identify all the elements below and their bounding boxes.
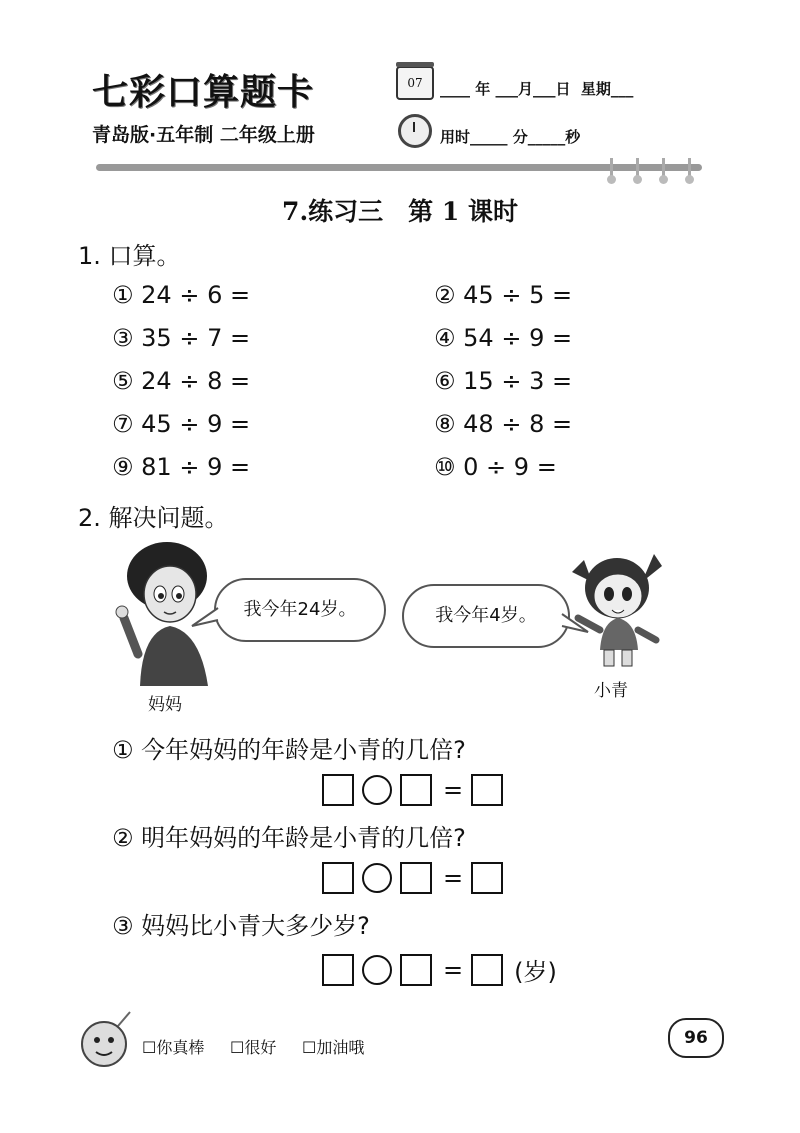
equals-sign: = <box>443 864 464 892</box>
operator-circle[interactable] <box>362 775 392 805</box>
rating-label: 你真棒 <box>156 1038 205 1057</box>
clock-icon <box>398 114 432 148</box>
item-number: ⑤ <box>112 367 134 395</box>
section1-title: 1. 口算。 <box>78 242 181 270</box>
result-box[interactable] <box>471 954 503 986</box>
item-number: ⑨ <box>112 453 134 481</box>
item-expression: 24 ÷ 8 = <box>141 367 251 395</box>
item-expression: 0 ÷ 9 = <box>463 453 557 481</box>
question-2: ② 明年妈妈的年龄是小青的几倍? <box>112 824 466 852</box>
item-expression: 48 ÷ 8 = <box>463 410 573 438</box>
pin-decoration <box>688 158 691 180</box>
item-number: ⑦ <box>112 410 134 438</box>
item-expression: 45 ÷ 5 = <box>463 281 573 309</box>
calc-item[interactable] <box>112 367 250 395</box>
rating-label: 加油哦 <box>316 1038 365 1057</box>
item-expression: 35 ÷ 7 = <box>141 324 251 352</box>
item-number: ① <box>112 281 134 309</box>
rating-label: 很好 <box>244 1038 277 1057</box>
question-1: ① 今年妈妈的年龄是小青的几倍? <box>112 736 466 764</box>
girl-label: 小青 <box>594 681 628 701</box>
page-number: 96 <box>668 1018 724 1058</box>
mom-label: 妈妈 <box>148 695 182 715</box>
lesson-title: 7.练习三 第 1 课时 <box>282 197 518 226</box>
equals-sign: = <box>443 776 464 804</box>
mascot-icon <box>74 1008 136 1074</box>
result-box[interactable] <box>471 862 503 894</box>
rating-option[interactable]: ☐加油哦 <box>302 1038 365 1057</box>
calc-item[interactable] <box>112 410 250 438</box>
time-used-line[interactable]: 用时_____ 分_____秒 <box>440 128 581 146</box>
item-number: ⑥ <box>434 367 456 395</box>
question-3: ③ 妈妈比小青大多少岁? <box>112 912 370 940</box>
item-expression: 81 ÷ 9 = <box>141 453 251 481</box>
rating-option[interactable]: ☐你真棒 <box>142 1038 205 1057</box>
calc-item[interactable] <box>434 281 572 309</box>
calc-item[interactable] <box>434 410 572 438</box>
unit-label: (岁) <box>514 958 557 986</box>
pin-decoration <box>610 158 613 180</box>
answer-box[interactable] <box>400 774 432 806</box>
edition-label: 青岛版·五年制 二年级上册 <box>92 124 315 146</box>
answer-row-3 <box>322 952 565 987</box>
equals-sign: = <box>443 955 464 984</box>
answer-box[interactable] <box>400 954 432 986</box>
item-expression: 24 ÷ 6 = <box>141 281 251 309</box>
item-number: ⑩ <box>434 453 456 481</box>
answer-box[interactable] <box>322 954 354 986</box>
pin-decoration <box>636 158 639 180</box>
item-number: ④ <box>434 324 456 352</box>
operator-circle[interactable] <box>362 955 392 985</box>
item-expression: 15 ÷ 3 = <box>463 367 573 395</box>
answer-box[interactable] <box>400 862 432 894</box>
section2-title: 2. 解决问题。 <box>78 504 229 532</box>
item-number: ⑧ <box>434 410 456 438</box>
mom-speech-bubble: 我今年24岁。 <box>214 578 386 642</box>
item-number: ③ <box>112 324 134 352</box>
answer-box[interactable] <box>322 862 354 894</box>
calendar-icon: 07 <box>396 66 434 100</box>
calc-item[interactable] <box>112 453 250 481</box>
answer-row-1 <box>322 774 511 806</box>
calc-item[interactable] <box>112 281 250 309</box>
pin-decoration <box>662 158 665 180</box>
item-number: ② <box>434 281 456 309</box>
result-box[interactable] <box>471 774 503 806</box>
bubble-tail <box>190 606 220 630</box>
brand-logo: 七彩口算题卡 <box>92 71 315 113</box>
answer-row-2 <box>322 862 511 894</box>
item-expression: 45 ÷ 9 = <box>141 410 251 438</box>
operator-circle[interactable] <box>362 863 392 893</box>
item-expression: 54 ÷ 9 = <box>463 324 573 352</box>
calc-item[interactable] <box>434 453 557 481</box>
calc-item[interactable] <box>434 324 572 352</box>
calc-item[interactable] <box>434 367 572 395</box>
girl-illustration <box>562 540 672 670</box>
answer-box[interactable] <box>322 774 354 806</box>
girl-speech-bubble: 我今年4岁。 <box>402 584 570 648</box>
date-line[interactable]: ____ 年 ___月___日 星期___ <box>440 80 634 98</box>
rating-option[interactable]: ☐很好 <box>230 1038 277 1057</box>
calc-item[interactable] <box>112 324 250 352</box>
